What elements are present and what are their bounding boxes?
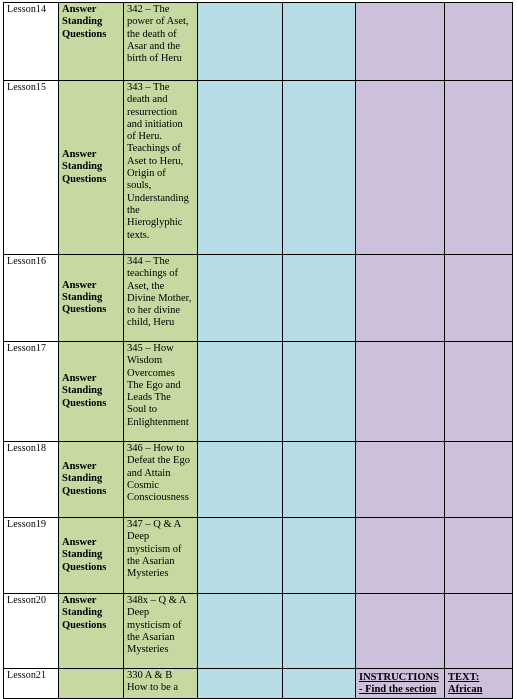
blue-cell [198, 81, 283, 255]
topic-line: the [127, 204, 140, 216]
blue-cell [198, 342, 283, 442]
answer-cell [59, 81, 124, 255]
topic-line: Soul to [127, 404, 158, 416]
topic-line: Understanding [127, 192, 189, 204]
answer-line: Standing [62, 549, 103, 561]
topic-line: souls, [127, 180, 152, 192]
topic-line: the death of [127, 28, 177, 40]
topic-line: Cosmic [127, 479, 160, 491]
topic-line: Mysteries [127, 644, 169, 656]
topic-line: mysticism of [127, 619, 182, 631]
topic-line: child, Heru [127, 317, 175, 329]
topic-line: Divine Mother, [127, 292, 192, 304]
blue-cell [198, 518, 283, 594]
topic-line: the Asarian [127, 555, 175, 567]
lesson-cell: Lesson16 [4, 255, 59, 342]
lesson-cell: Lesson15 [4, 81, 59, 255]
blue-cell [198, 255, 283, 342]
text-line: African [448, 684, 483, 696]
blue-cell [198, 3, 283, 81]
answer-cell [59, 594, 124, 669]
purple-cell [356, 3, 445, 81]
answer-line: Questions [62, 173, 107, 185]
answer-line: Standing [62, 473, 103, 485]
blue-cell [198, 442, 283, 518]
topic-line: 343 – The [127, 82, 170, 93]
topic-line: of Heru. [127, 131, 162, 143]
blue-cell [283, 255, 356, 342]
topic-cell [124, 255, 198, 342]
blue-cell [283, 442, 356, 518]
answer-cell [59, 342, 124, 442]
blue-cell [283, 3, 356, 81]
topic-line: The Ego and [127, 379, 181, 391]
purple-cell [356, 442, 445, 518]
topic-cell [124, 342, 198, 442]
text-cell [445, 669, 513, 699]
blue-cell [198, 594, 283, 669]
topic-line: Deep [127, 607, 150, 619]
instructions-heading: INSTRUCTIONS [359, 672, 439, 683]
blue-cell [283, 518, 356, 594]
topic-line: Enlightenment [127, 416, 189, 428]
blue-cell [198, 669, 283, 699]
topic-line: Consciousness [127, 492, 189, 504]
lesson-cell: Lesson18 [4, 442, 59, 518]
answer-line: Answer [62, 373, 97, 385]
topic-line: 342 – The [127, 4, 170, 15]
topic-line: to her divine [127, 305, 181, 317]
topic-text: birth of Heru [127, 53, 182, 65]
topic-line: and Attain [127, 467, 171, 479]
text-heading: TEXT: [448, 672, 480, 683]
blue-cell [283, 594, 356, 669]
answer-line: Answer [62, 537, 97, 549]
purple-cell [356, 594, 445, 669]
lesson-cell: Lesson19 [4, 518, 59, 594]
topic-line: 347 – Q & A [127, 519, 182, 530]
topic-line: Overcomes [127, 367, 175, 379]
answer-line: Questions [62, 561, 107, 573]
table-row [4, 255, 513, 342]
lesson-schedule-table [3, 2, 513, 699]
answer-cell [59, 255, 124, 342]
topic-line: Mysteries [127, 568, 169, 580]
table-row [4, 81, 513, 255]
purple-cell [356, 518, 445, 594]
lesson-cell: Lesson21 [4, 669, 59, 699]
answer-line: Questions [62, 304, 107, 316]
answer-line: Answer [62, 595, 97, 606]
topic-line: power of Aset, [127, 16, 189, 28]
topic-line: mysticism of [127, 543, 182, 555]
answer-line: Standing [62, 16, 103, 28]
purple-cell [445, 518, 513, 594]
blue-cell [283, 81, 356, 255]
answer-line: Standing [62, 607, 103, 619]
topic-line: Wisdom [127, 355, 163, 367]
answer-line: Questions [62, 485, 107, 497]
blue-cell [283, 669, 356, 699]
topic-line: 330 A & B [127, 670, 173, 681]
topic-line: Teachings of [127, 143, 181, 155]
topic-cell [124, 669, 198, 699]
answer-cell [59, 518, 124, 594]
answer-line: Answer [62, 4, 97, 15]
purple-cell [356, 342, 445, 442]
purple-cell [445, 81, 513, 255]
topic-line: Defeat the Ego [127, 455, 190, 467]
table-row [4, 594, 513, 669]
answer-line: Standing [62, 385, 103, 397]
purple-cell [445, 255, 513, 342]
lesson-cell: Lesson14 [4, 3, 59, 81]
answer-line: Questions [62, 28, 107, 40]
topic-line [127, 53, 194, 65]
answer-line: Answer [62, 149, 97, 161]
purple-cell [445, 442, 513, 518]
topic-line: 348x – Q & A [127, 595, 187, 606]
topic-cell [124, 81, 198, 255]
topic-line: 345 – How [127, 343, 174, 354]
instructions-line: - Find the section [359, 684, 437, 696]
answer-cell [59, 3, 124, 81]
topic-line: 346 – How to [127, 443, 185, 454]
instructions-cell [356, 669, 445, 699]
topic-line: resurrection [127, 106, 178, 118]
answer-line: Questions [62, 397, 107, 409]
topic-line: teachings of [127, 268, 179, 280]
purple-cell [445, 3, 513, 81]
answer-line: Answer [62, 279, 97, 291]
table-row [4, 442, 513, 518]
purple-cell [356, 81, 445, 255]
topic-line: Asar and the [127, 40, 181, 52]
purple-cell [356, 255, 445, 342]
topic-line: Origin of [127, 168, 166, 180]
topic-cell [124, 3, 198, 81]
topic-line: Hieroglyphic [127, 217, 183, 229]
answer-line: Standing [62, 161, 103, 173]
topic-line: 344 – The [127, 256, 170, 267]
table-row [4, 518, 513, 594]
lesson-cell: Lesson20 [4, 594, 59, 669]
topic-line: Aset, the [127, 280, 165, 292]
topic-line: Deep [127, 531, 150, 543]
purple-cell [445, 594, 513, 669]
table-row [4, 342, 513, 442]
answer-cell [59, 442, 124, 518]
topic-cell [124, 594, 198, 669]
topic-line: Aset to Heru, [127, 155, 184, 167]
topic-cell [124, 518, 198, 594]
topic-cell [124, 442, 198, 518]
topic-line: texts. [127, 229, 150, 241]
answer-line: Answer [62, 461, 97, 473]
answer-line: Questions [62, 619, 107, 631]
lesson-cell: Lesson17 [4, 342, 59, 442]
table-row [4, 669, 513, 699]
topic-line: How to be a [127, 682, 179, 694]
blue-cell [283, 342, 356, 442]
table-row [4, 3, 513, 81]
topic-line: and initiation [127, 118, 183, 130]
answer-line: Standing [62, 291, 103, 303]
topic-line: Leads The [127, 392, 171, 404]
topic-line: the Asarian [127, 631, 175, 643]
answer-cell [59, 669, 124, 699]
topic-line: death and [127, 94, 168, 106]
purple-cell [445, 342, 513, 442]
